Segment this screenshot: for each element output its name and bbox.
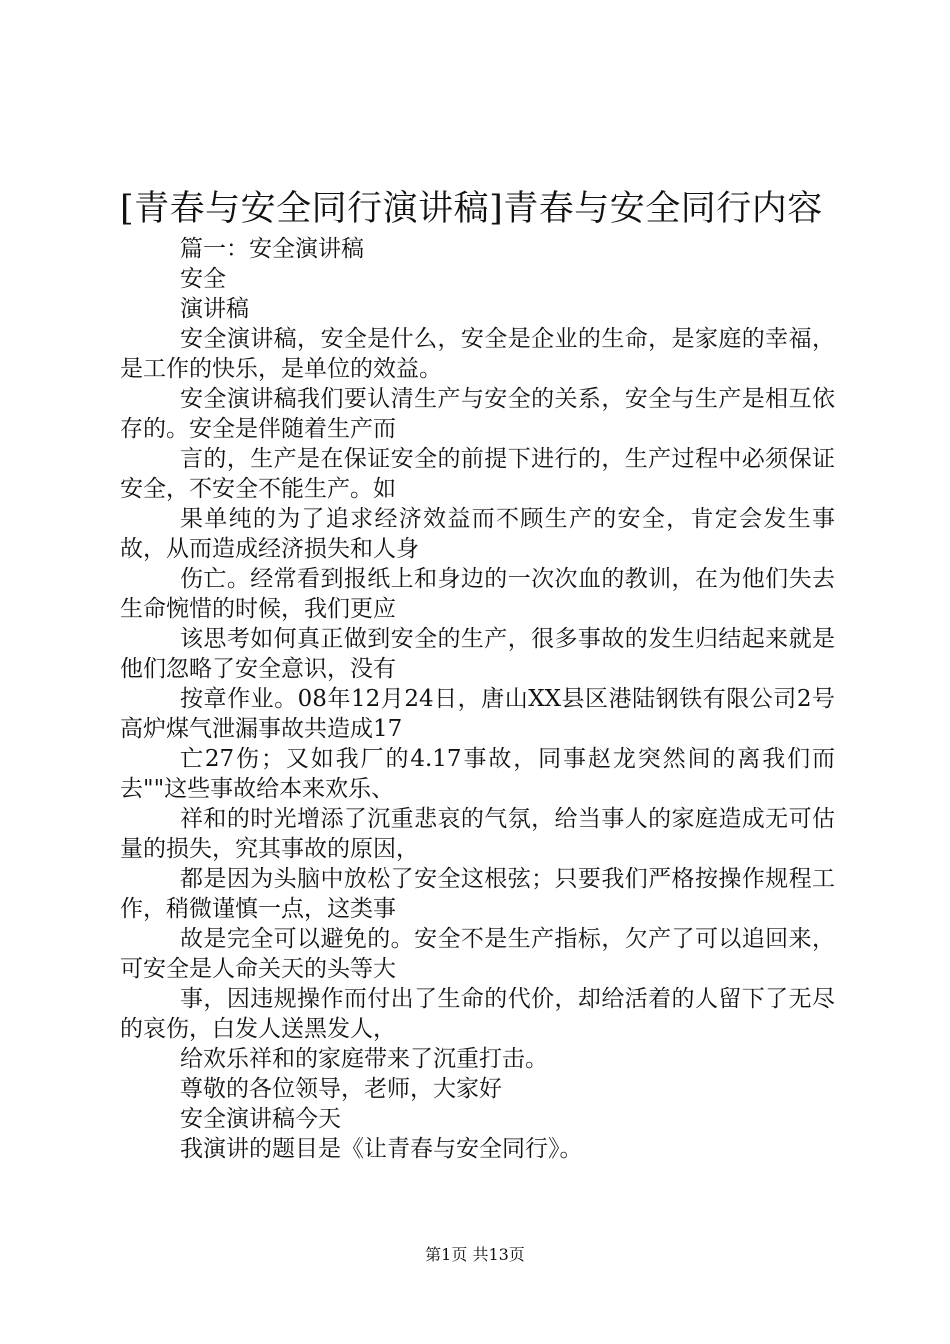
paragraph: 该思考如何真正做到安全的生产，很多事故的发生归结起来就是他们忽略了安全意识，没有 — [120, 626, 835, 682]
paragraph: 言的，生产是在保证安全的前提下进行的，生产过程中必须保证安全，不安全不能生产。如 — [120, 446, 835, 502]
paragraph: 都是因为头脑中放松了安全这根弦；只要我们严格按操作规程工作，稍微谨慎一点，这类事 — [120, 866, 835, 922]
paragraph: 安全演讲稿今天 — [180, 1106, 341, 1132]
paragraph: 我演讲的题目是《让青春与安全同行》。 — [180, 1136, 583, 1162]
paragraph: 亡27伤；又如我厂的4.17事故，同事赵龙突然间的离我们而去""这些事故给本来欢乐、 — [120, 746, 835, 802]
paragraph: 给欢乐祥和的家庭带来了沉重打击。 — [180, 1046, 548, 1072]
paragraph: 尊敬的各位领导，老师，大家好 — [180, 1076, 502, 1102]
document-title: [青春与安全同行演讲稿]青春与安全同行内容 — [120, 189, 823, 229]
paragraph: 按章作业。08年12月24日，唐山XX县区港陆钢铁有限公司2号高炉煤气泄漏事故共造成17 — [120, 686, 835, 742]
paragraph: 演讲稿 — [180, 296, 249, 322]
paragraph: 安全演讲稿我们要认清生产与安全的关系，安全与生产是相互依存的。安全是伴随着生产而 — [120, 386, 835, 442]
paragraph: 事，因违规操作而付出了生命的代价，却给活着的人留下了无尽的哀伤，白发人送黑发人， — [120, 986, 835, 1042]
page-footer: 第1页 共13页 — [425, 1245, 525, 1264]
paragraph: 伤亡。经常看到报纸上和身边的一次次血的教训，在为他们失去生命惋惜的时候，我们更应 — [120, 566, 835, 622]
paragraph: 祥和的时光增添了沉重悲哀的气氛，给当事人的家庭造成无可估量的损失，究其事故的原因， — [120, 806, 835, 862]
paragraph: 安全 — [180, 266, 226, 292]
paragraph: 安全演讲稿，安全是什么，安全是企业的生命，是家庭的幸福，是工作的快乐，是单位的效益。 — [120, 326, 835, 382]
paragraph: 果单纯的为了追求经济效益而不顾生产的安全，肯定会发生事故，从而造成经济损失和人身 — [120, 506, 835, 562]
document-body — [120, 234, 835, 1164]
paragraph: 篇一：安全演讲稿 — [180, 236, 364, 262]
paragraph: 故是完全可以避免的。安全不是生产指标，欠产了可以追回来，可安全是人命关天的头等大 — [120, 926, 835, 982]
